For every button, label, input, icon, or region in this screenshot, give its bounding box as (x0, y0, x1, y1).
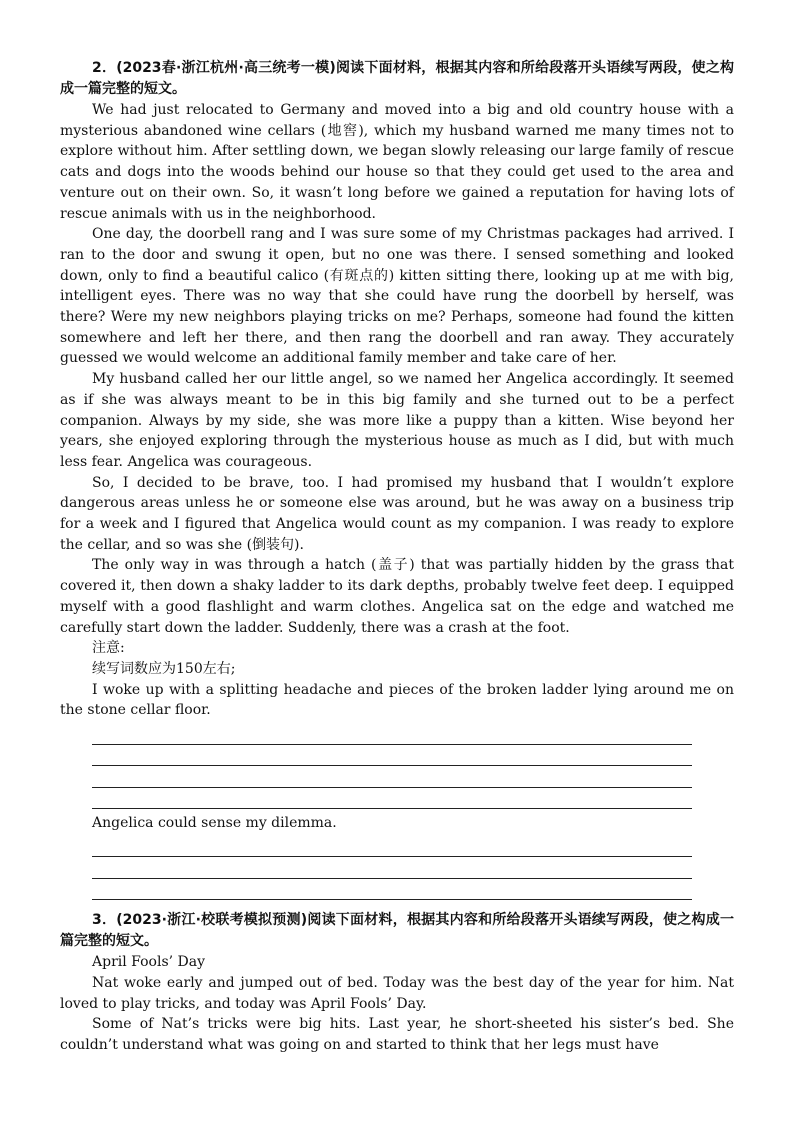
note-text: 续写词数应为150左右; (92, 660, 236, 677)
continuation-starter-2: Angelica could sense my dilemma. (92, 815, 337, 832)
document-page (60, 58, 734, 1056)
answer-line[interactable] (92, 857, 692, 879)
answer-line[interactable] (92, 745, 692, 767)
q3-paragraph-2: Some of Nat’s tricks were big hits. Last year, he short-sheeted his sister’s bed. She couldn’t understand what was going on and started to think that her legs must have (60, 1016, 734, 1054)
q3-title: April Fools’ Day (92, 954, 206, 971)
question-3-heading: 3．(2023·浙江·校联考模拟预测)阅读下面材料，根据其内容和所给段落开头语续写两段，使之构成一篇完整的短文。 (60, 912, 734, 950)
q2-paragraph-5: The only way in was through a hatch (盖子) that was partially hidden by the grass that covered it, then down a shaky ladder to its dark depths, probably twelve feet deep. I equipped myself with a good flashlight and warm clothes. Angelica sat on the edge and watched me carefully start down the ladder. Suddenly, there was a crash at the foot. (60, 557, 734, 636)
q2-paragraph-1: We had just relocated to Germany and moved into a big and old country house with a mysterious abandoned wine cellars (地窖), which my husband warned me many times not to explore without him. After settling down, we began slowly releasing our large family of rescue cats and dogs into the woods behind our house so that they could get used to the area and venture out on their own. So, it wasn’t long before we gained a reputation for having lots of rescue animals with us in the neighborhood. (60, 102, 734, 222)
answer-line[interactable] (92, 836, 692, 858)
q2-paragraph-2: One day, the doorbell rang and I was sure some of my Christmas packages had arrived. I ran to the door and swung it open, but no one was there. I sensed something and looked down, only to find a beautiful calico (有斑点的) kitten sitting there, looking up at me with big, intelligent eyes. There was no way that she could have rung the doorbell by herself, was there? Were my new neighbors playing tricks on me? Perhaps, someone had found the kitten somewhere and left her there, and then rang the doorbell and ran away. They accurately guessed we would welcome an additional family member and take care of her. (60, 226, 734, 367)
continuation-starter-1: I woke up with a splitting headache and pieces of the broken ladder lying around me on the stone cellar floor. (60, 681, 734, 719)
answer-line[interactable] (92, 766, 692, 788)
answer-line[interactable] (92, 723, 692, 745)
q3-paragraph-1: Nat woke early and jumped out of bed. Today was the best day of the year for him. Nat loved to play tricks, and today was April Fools’ Day. (60, 975, 734, 1012)
question-2-heading: 2．(2023春·浙江杭州·高三统考一模)阅读下面材料，根据其内容和所给段落开头语续写两段，使之构成一篇完整的短文。 (60, 60, 734, 97)
note-label: 注意: (92, 640, 125, 657)
q2-paragraph-4: So, I decided to be brave, too. I had promised my husband that I wouldn’t explore dangerous areas unless he or someone else was around, but he was away on a business trip for a week and I figured that Angelica would count as my companion. I was ready to explore the cellar, and so was she (倒装句). (60, 474, 734, 553)
answer-line[interactable] (92, 879, 692, 901)
answer-lines-2[interactable] (60, 836, 734, 901)
answer-lines-1[interactable] (60, 723, 734, 809)
q2-paragraph-3: My husband called her our little angel, so we named her Angelica accordingly. It seemed as if she was always meant to be in this big family and she turned out to be a perfect companion. Always by my side, she was more like a puppy than a kitten. Wise beyond her years, she enjoyed exploring through the mysterious house as much as I did, but with much less fear. Angelica was courageous. (60, 371, 734, 470)
answer-line[interactable] (92, 788, 692, 810)
